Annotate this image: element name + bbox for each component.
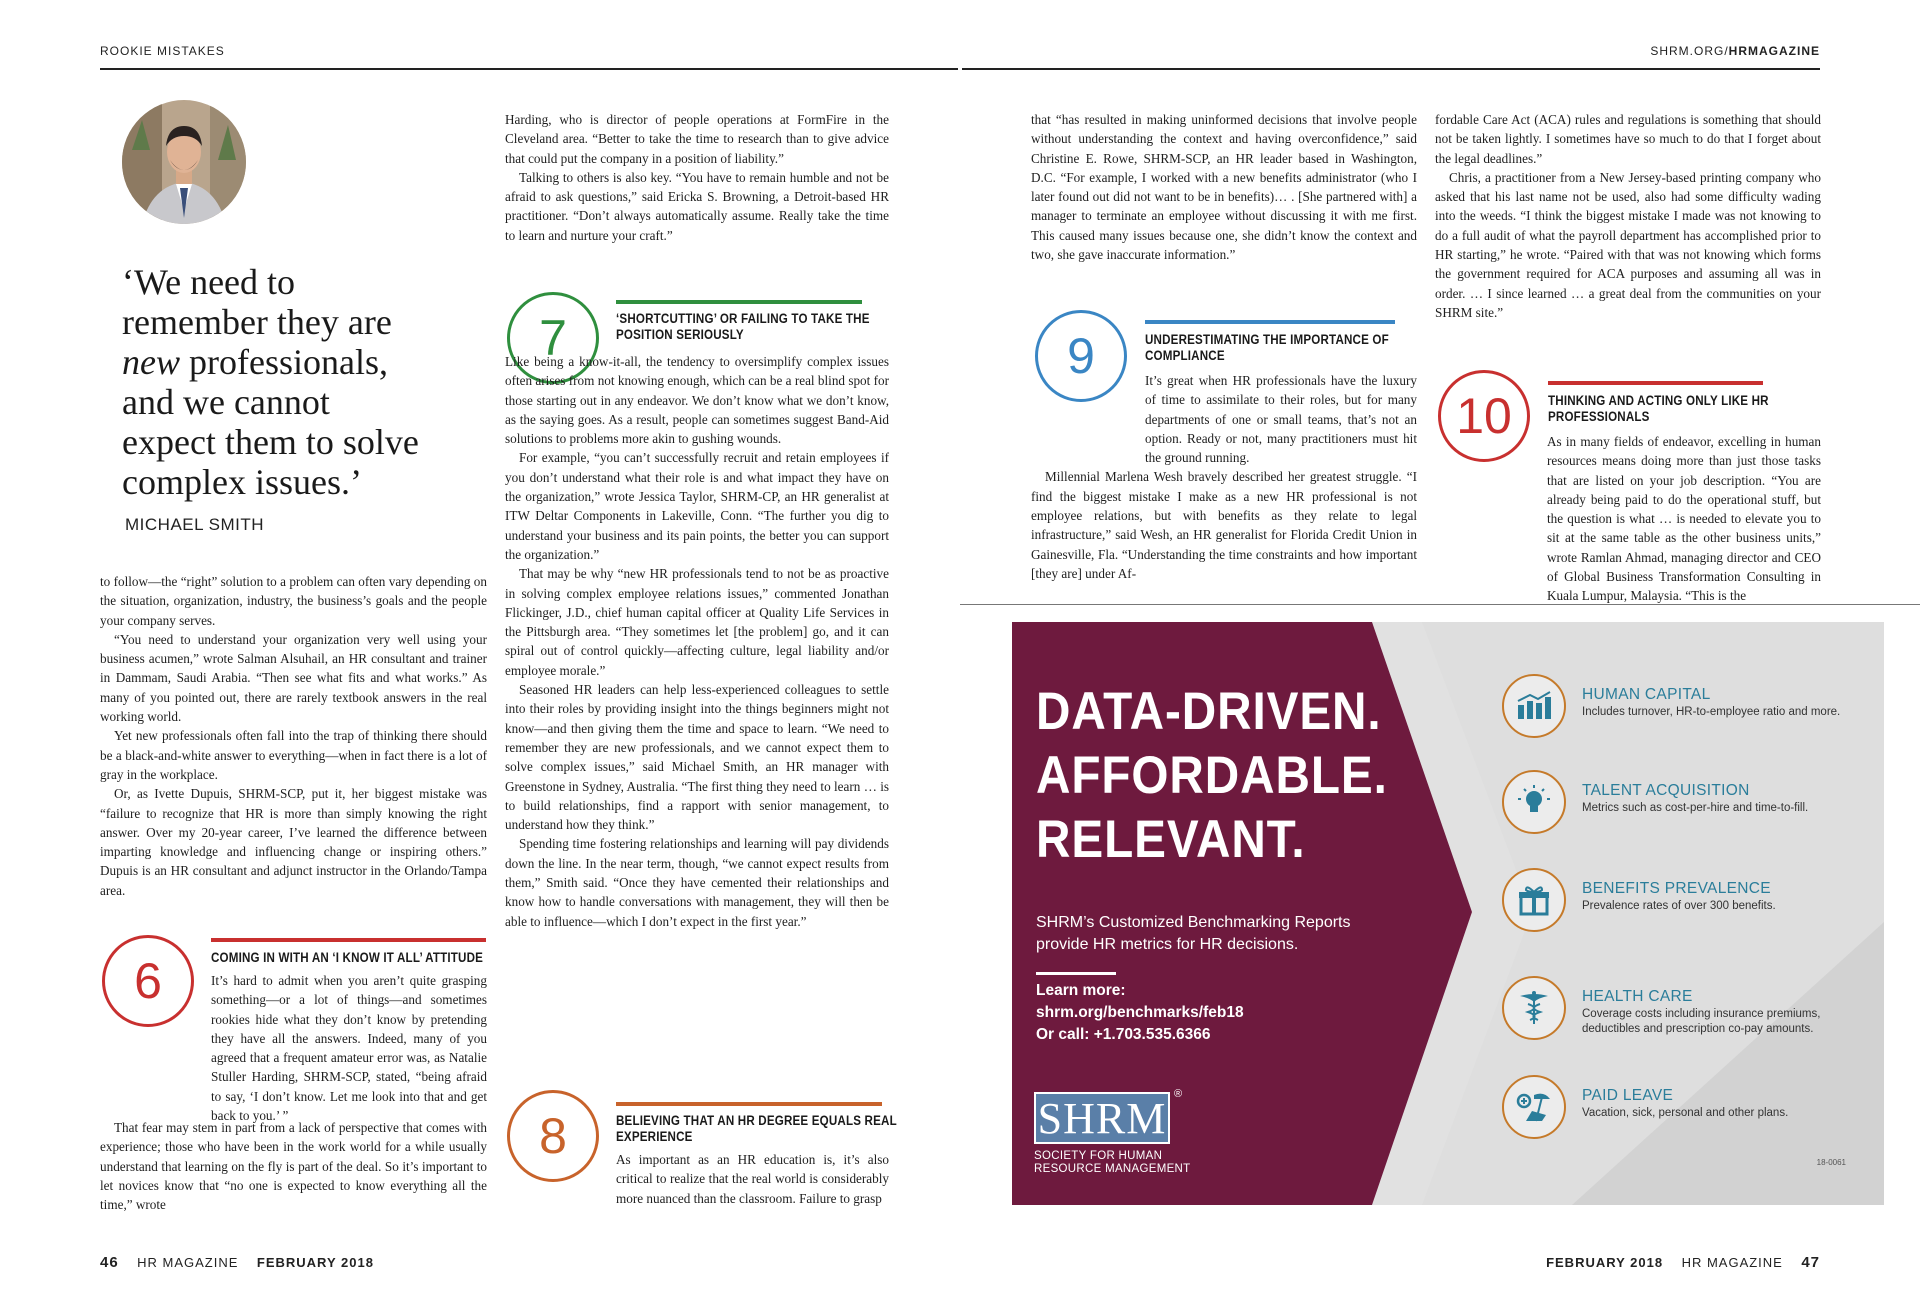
- ad-item-talent-acquisition: [1502, 770, 1882, 840]
- ad-item-title: TALENT ACQUISITION: [1582, 782, 1750, 799]
- section-10-number: 10: [1438, 370, 1530, 462]
- section-9-bar: [1145, 320, 1395, 324]
- section-6-body-cont: [100, 1118, 487, 1214]
- paragraph: That fear may stem in part from a lack of perspective that comes with experience; those who have been in the work world for a while usually understand that learning on the fly is part of the deal. So it’s important to let novices know that “no one is expected to know everything all the time,” wrote: [100, 1120, 487, 1213]
- section-9-number: 9: [1035, 310, 1127, 402]
- registered-mark: ®: [1174, 1088, 1183, 1100]
- paragraph: “You need to understand your organization very well using your business acumen,” wrote Salman Alsuhail, an HR consultant and trainer in Dammam, Saudi Arabia. “Then see what fits and what works.” As many of you pointed out, there are rarely textbook answers in the real working world.: [100, 631, 487, 725]
- author-photo: [122, 100, 246, 224]
- paragraph: [211, 971, 487, 1125]
- ad-item-title: HUMAN CAPITAL: [1582, 686, 1711, 703]
- pull-quote-line: and we cannot: [122, 382, 330, 422]
- pull-quote: [122, 262, 472, 502]
- section-7-number: 7: [507, 292, 599, 384]
- site-url: [1650, 44, 1820, 58]
- shrm-name-line: RESOURCE MANAGEMENT: [1034, 1163, 1191, 1175]
- paragraph-text: It’s hard to admit when you aren’t quite grasping something—or a lot of things—and sometimes rookies hide what they don’t know by pretending they have all the answers. Indeed, many of you agreed that a frequent amateur error was, as Natalie Stuller Harding, SHRM-SCP, stated, “being afraid to say, ‘I don’t know. Let me look into that and get back to you.’ ”: [211, 973, 487, 1124]
- ad-item-human-capital: [1502, 674, 1882, 744]
- bar-chart-icon: [1502, 674, 1566, 738]
- paragraph: Seasoned HR leaders can help less-experienced colleagues to settle into their roles by providing insight into the things beginners might not know—and then giving them the time and space to learn. “We need to remember they are new professionals, and we cannot expect them to solve complex issues,” said Michael Smith, an HR manager with Greenstone in Sydney, Australia. “The first thing they need to learn … is to build relationships, find a rapport with senior management, to understand how they think.”: [505, 682, 889, 833]
- section-9-body: [1031, 371, 1417, 583]
- section-7-title-line: POSITION SERIOUSLY: [616, 327, 744, 342]
- shrm-logo-mark: SHRM: [1034, 1092, 1170, 1144]
- ad-contact: [1036, 980, 1244, 1046]
- section-9-title: [1145, 332, 1389, 364]
- footer-right: [1546, 1254, 1820, 1271]
- paragraph: to follow—the “right” solution to a problem can often vary depending on the situation, organization, industry, the business’s goals and the people your company serves.: [100, 574, 487, 628]
- pull-quote-emphasis: new: [122, 342, 180, 382]
- footer-left: [100, 1254, 374, 1271]
- column-1-body: [100, 572, 487, 900]
- paragraph: Like being a know-it-all, the tendency to oversimplify complex issues often arises from not knowing enough, which can be a real blind spot for those starting out in any endeavor. We don’t know what we don’t know, as the saying goes. As a result, people can sometimes suggest Band-Aid solutions to problems more akin to gushing wounds.: [505, 354, 889, 447]
- pull-quote-line: remember they are: [122, 302, 392, 342]
- ad-headline: [1036, 680, 1396, 872]
- site-url-bold: HRMAGAZINE: [1728, 44, 1820, 58]
- section-7-title: [616, 311, 870, 343]
- ad-item-desc: Vacation, sick, personal and other plans.: [1582, 1107, 1789, 1119]
- section-7-title-line: ‘SHORTCUTTING’ OR FAILING TO TAKE THE: [616, 311, 870, 326]
- shrm-logo: [1034, 1088, 1206, 1176]
- shrm-advertisement[interactable]: [1012, 622, 1884, 1205]
- beach-icon: [1502, 1075, 1566, 1139]
- column-2-top: [505, 110, 889, 245]
- gift-icon: [1502, 868, 1566, 932]
- paragraph: Chris, a practitioner from a New Jersey-based printing company who asked that his last name not be used, also had some difficulty wading into the weeds. “I think the biggest mistake I made was not knowing to do a full audit of what the payroll department has accomplished prior to HR starting,” he wrote. “Paired with that was not knowing which forms the government required for ACA purposes and assuming all was in order. … I since learned … a great deal from the communities on your SHRM site.”: [1435, 169, 1821, 320]
- paragraph: It’s great when HR professionals have the luxury of time to assimilate to their roles, but for many departments of one or small teams, that’s not an option. Ready or not, many practitioners must hit the ground running.: [1145, 373, 1417, 466]
- pull-quote-line: [122, 342, 472, 382]
- section-8-title: [616, 1113, 897, 1145]
- section-10-title-line: THINKING AND ACTING ONLY LIKE HR: [1548, 393, 1769, 408]
- pull-quote-line-rest: professionals,: [180, 342, 388, 382]
- paragraph: That may be why “new HR professionals tend to not be as proactive in solving complex employee relations issues,” commented Jonathan Flickinger, J.D., chief human capital officer at Quality Life Services in the Pittsburgh area. “They sometimes let [the problem] go, and it can spiral out of control quickly—affecting culture, legal liability and/or employee morale.”: [505, 566, 889, 678]
- magazine-name: HR MAGAZINE: [137, 1255, 239, 1270]
- lightbulb-icon: [1502, 770, 1566, 834]
- ad-item-title: PAID LEAVE: [1582, 1087, 1674, 1104]
- ad-description: SHRM’s Customized Benchmarking Reports provide HR metrics for HR decisions.: [1036, 914, 1351, 953]
- section-7-body: [505, 352, 889, 931]
- ad-item-desc: Prevalence rates of over 300 benefits.: [1582, 900, 1776, 912]
- section-10-title: [1548, 393, 1769, 425]
- ad-item-desc: Metrics such as cost-per-hire and time-to-fill.: [1582, 802, 1809, 814]
- issue-date: FEBRUARY 2018: [256, 1255, 374, 1270]
- ad-code: 18-0061: [1816, 1158, 1846, 1167]
- header-rule-right: [962, 68, 1820, 70]
- section-10-body: [1435, 432, 1821, 606]
- magazine-name: HR MAGAZINE: [1681, 1255, 1783, 1270]
- paragraph: As in many fields of endeavor, excelling in human resources means doing more than just those tasks that are listed on your job description. “You are already being paid to do the operational stuff, but the question is what … is needed to elevate you to sit at the same table as the other business units,” wrote Ramlan Ahmad, managing director and CEO of Global Business Transformation Consulting in Kuala Lumpur, Malaysia. “This is the: [1547, 434, 1821, 604]
- pull-quote-line: ‘We need to: [122, 262, 296, 302]
- section-9-title-line: COMPLIANCE: [1145, 348, 1225, 363]
- caduceus-icon: [1502, 976, 1566, 1040]
- section-8-number: 8: [507, 1090, 599, 1182]
- paragraph: Or, as Ivette Dupuis, SHRM-SCP, put it, her biggest mistake was “failure to recognize that HR is more than simply knowing the right answer. Over my 20-year career, I’ve learned the difference between imparting knowledge and influencing change or inspiring others.” Dupuis is an HR consultant and adjunct instructor in the Orlando/Tampa area.: [100, 786, 487, 898]
- ad-headline-line: DATA-DRIVEN.: [1036, 682, 1382, 741]
- paragraph: Harding, who is director of people operations at FormFire in the Cleveland area. “Better to take the time to research than to give advice that could put the company in a position of liability.”: [505, 112, 889, 166]
- section-6-title: COMING IN WITH AN ‘I KNOW IT ALL’ ATTITUDE: [211, 950, 484, 965]
- shrm-name-line: SOCIETY FOR HUMAN: [1034, 1150, 1163, 1162]
- section-8-body: [505, 1150, 889, 1208]
- section-9-title-line: UNDERESTIMATING THE IMPORTANCE OF: [1145, 332, 1389, 347]
- ad-item-desc: Includes turnover, HR-to-employee ratio and more.: [1582, 706, 1841, 718]
- pull-quote-line: expect them to solve: [122, 422, 419, 462]
- pull-quote-line: complex issues.’: [122, 462, 362, 502]
- column-4-top: [1435, 110, 1821, 322]
- page-number: 47: [1801, 1254, 1820, 1271]
- paragraph: that “has resulted in making uninformed decisions that involve people without understanding the context and having overconfidence,” said Christine E. Rowe, SHRM-SCP, an HR leader based in Washington, D.C. “For example, I worked with a new benefits administrator (who I later found out did not want to be in benefits)… . [She partnered with] a manager to terminate an employee without discussing it with me first. This caused many issues because one, she didn’t know the context and two, she gave inaccurate information.”: [1031, 112, 1417, 263]
- paragraph: Yet new professionals often fall into the trap of thinking there should be a black-and-white answer to everything—when in fact there is a lot of gray in the workplace.: [100, 728, 487, 782]
- ad-item-benefits-prevalence: [1502, 868, 1882, 938]
- section-10-bar: [1548, 381, 1763, 385]
- section-10-title-line: PROFESSIONALS: [1548, 409, 1650, 424]
- section-7-bar: [616, 300, 862, 304]
- paragraph: Spending time fostering relationships and learning will pay dividends down the line. In the near term, though, “we cannot expect results from them,” Smith said. “Once they have cemented their relationships and know how to handle conversations with management, they will then be able to influence—which I don’t expect in the first year.”: [505, 836, 889, 929]
- section-6-bar: [211, 938, 486, 942]
- section-8-title-line: EXPERIENCE: [616, 1129, 693, 1144]
- section-6-number: 6: [102, 935, 194, 1027]
- section-6-body: [100, 971, 487, 1125]
- issue-date: FEBRUARY 2018: [1546, 1255, 1664, 1270]
- column-3-top: [1031, 110, 1417, 264]
- shrm-logo-name: [1034, 1150, 1206, 1176]
- ad-item-title: HEALTH CARE: [1582, 988, 1693, 1005]
- section-8-title-line: BELIEVING THAT AN HR DEGREE EQUALS REAL: [616, 1113, 897, 1128]
- section-8-bar: [616, 1102, 882, 1106]
- ad-item-desc: Coverage costs including insurance premiums, deductibles and prescription co-pay amounts.: [1582, 1008, 1821, 1035]
- ad-divider: [960, 604, 1920, 605]
- site-url-plain: SHRM.ORG/: [1650, 44, 1729, 58]
- call-number[interactable]: Or call: +1.703.535.6366: [1036, 1026, 1211, 1043]
- ad-rule: [1036, 972, 1116, 975]
- paragraph: As important as an HR education is, it’s also critical to realize that the real world is considerably more nuanced than the classroom. Failure to grasp: [616, 1152, 889, 1206]
- ad-headline-line: RELEVANT.: [1036, 810, 1306, 869]
- section-label: ROOKIE MISTAKES: [100, 44, 225, 58]
- page-number: 46: [100, 1254, 119, 1271]
- paragraph: Talking to others is also key. “You have to remain humble and not be afraid to ask questions,” said Ericka S. Browning, a Detroit-based HR practitioner. “Don’t always automatically assume. Really take the time to learn and nurture your craft.”: [505, 169, 889, 243]
- pull-quote-author: MICHAEL SMITH: [125, 515, 265, 534]
- learn-more-link[interactable]: shrm.org/benchmarks/feb18: [1036, 1004, 1244, 1021]
- paragraph: Millennial Marlena Wesh bravely described her greatest struggle. “I find the biggest mistake I make as a new HR professional is not employee relations, but with benefits as they relate to legal infrastructure,” said Wesh, an HR generalist for Florida Credit Union in Gainesville, Fla. “Understanding the time constraints and how important [they are] under Af-: [1031, 469, 1417, 581]
- ad-item-title: BENEFITS PREVALENCE: [1582, 880, 1771, 897]
- ad-item-health-care: [1502, 976, 1882, 1046]
- header-rule-left: [100, 68, 958, 70]
- paragraph: For example, “you can’t successfully recruit and retain employees if you don’t understand what their role is and what impact they have on the organization,” wrote Jessica Taylor, SHRM-CP, an HR generalist at ITW Deltar Components in Lakeville, Conn. “The further you dig to understand your business and its pain points, the better you can support the organization.”: [505, 450, 889, 562]
- learn-more-label: Learn more:: [1036, 982, 1126, 999]
- paragraph: fordable Care Act (ACA) rules and regulations is something that should not be taken lightly. I sometimes have so much to do that I forget about the legal deadlines.”: [1435, 112, 1821, 166]
- ad-item-paid-leave: [1502, 1075, 1882, 1145]
- ad-headline-line: AFFORDABLE.: [1036, 746, 1388, 805]
